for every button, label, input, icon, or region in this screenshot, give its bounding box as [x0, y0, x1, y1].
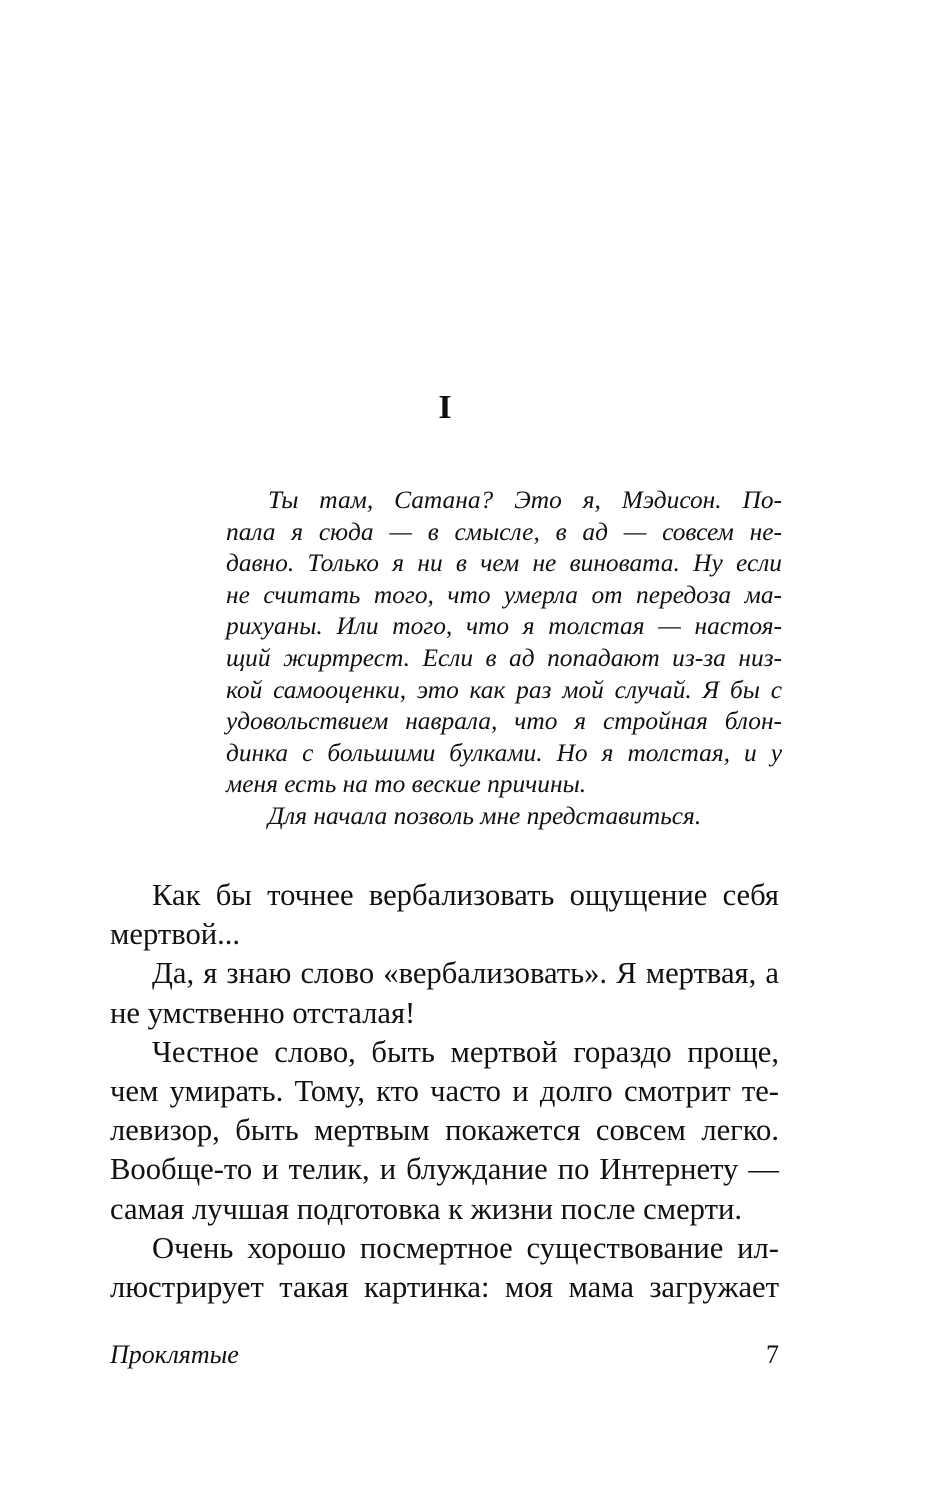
body-text — [110, 876, 779, 1307]
chapter-heading: I — [438, 389, 452, 426]
epigraph-line: не считать того, что умерла от передоза ма- — [226, 580, 782, 609]
epigraph-line: кой самооценки, это как раз мой случай. Я бы с — [226, 675, 782, 704]
body-line: Вообще-то и телик, и блуждание по Интернету — — [110, 1152, 779, 1187]
epigraph — [226, 485, 782, 833]
body-line: мертвой... — [110, 917, 241, 952]
epigraph-line: рихуаны. Или того, что я толстая — настоя- — [226, 612, 782, 641]
body-line: не умственно отсталая! — [110, 995, 416, 1030]
body-line: Как бы точнее вербализовать ощущение себя — [152, 878, 779, 912]
epigraph-line: удовольствием наврала, что я стройная блон- — [226, 707, 782, 736]
epigraph-line: пала я сюда — в смысле, в ад — совсем не- — [226, 517, 782, 546]
epigraph-line: Для начала позволь мне представиться. — [268, 801, 702, 830]
body-line: левизор, быть мертвым покажется совсем легко. — [110, 1113, 779, 1148]
body-line: люстрирует такая картинка: моя мама загружает — [110, 1270, 779, 1305]
epigraph-line: давно. Только я ни в чем не виновата. Ну если — [226, 549, 782, 578]
epigraph-line: динка с большими булками. Но я толстая, и у — [226, 738, 782, 767]
epigraph-line: меня есть на то веские причины. — [226, 770, 587, 799]
epigraph-line: Ты там, Сатана? Это я, Мэдисон. По- — [268, 486, 782, 514]
epigraph-line: щий жиртрест. Если в ад попадают из-за низ- — [226, 643, 782, 672]
body-line: чем умирать. Тому, кто часто и долго смотрит те- — [110, 1074, 779, 1109]
body-line: Да, я знаю слово «вербализовать». Я мертвая, а — [152, 956, 779, 991]
body-line: самая лучшая подготовка к жизни после смерти. — [110, 1191, 742, 1226]
page-footer — [110, 1337, 779, 1373]
running-title: Проклятые — [110, 1340, 239, 1369]
body-line: Очень хорошо посмертное существование ил- — [152, 1230, 779, 1265]
page-number: 7 — [766, 1340, 779, 1369]
body-line: Честное слово, быть мертвой гораздо проще, — [152, 1034, 779, 1069]
